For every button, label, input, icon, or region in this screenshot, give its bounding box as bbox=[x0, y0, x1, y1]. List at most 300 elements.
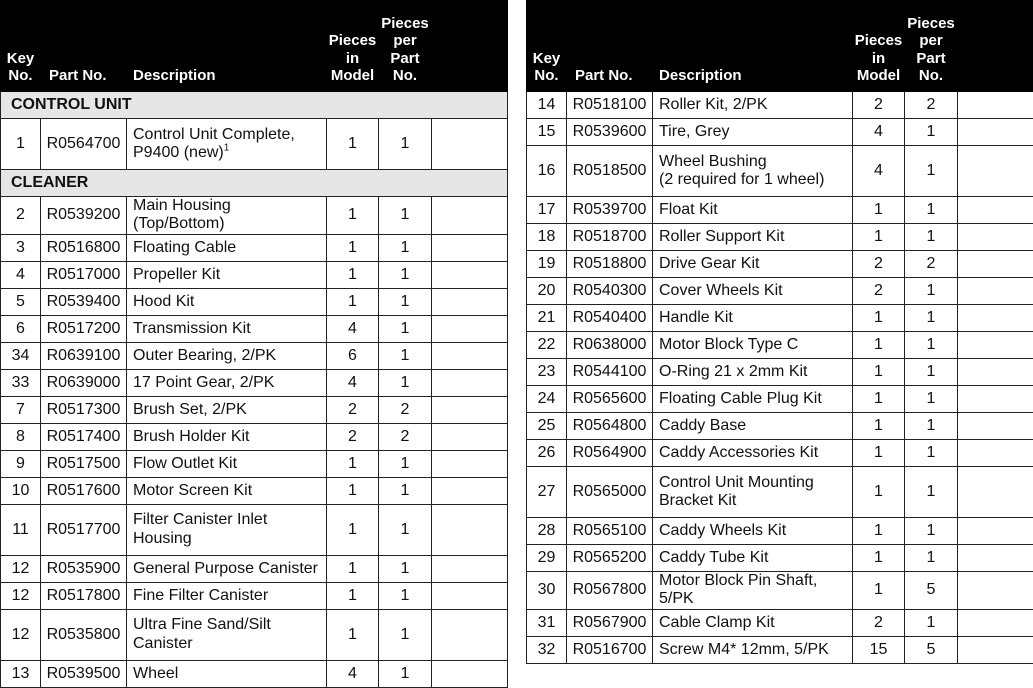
blank-cell bbox=[958, 119, 1033, 146]
description-cell bbox=[653, 413, 853, 440]
key-no-cell: 1 bbox=[1, 119, 41, 170]
description-cell bbox=[127, 261, 327, 288]
pieces-per-part-cell: 1 bbox=[379, 288, 432, 315]
part-no-cell: R0516700 bbox=[567, 636, 653, 663]
table-row bbox=[1, 197, 508, 235]
part-no-cell: R0535900 bbox=[41, 555, 127, 582]
part-no-cell: R0539700 bbox=[567, 197, 653, 224]
pieces-in-model-cell: 1 bbox=[853, 386, 905, 413]
pieces-in-model-cell: 1 bbox=[853, 359, 905, 386]
table-row bbox=[1, 423, 508, 450]
description-line: Filter Canister Inlet bbox=[133, 511, 326, 529]
key-no-cell: 14 bbox=[527, 92, 567, 119]
table-row bbox=[527, 609, 1033, 636]
pieces-per-part-cell: 1 bbox=[379, 555, 432, 582]
key-no-cell: 11 bbox=[1, 504, 41, 555]
pieces-in-model-cell: 1 bbox=[853, 518, 905, 545]
part-no-cell: R0517500 bbox=[41, 450, 127, 477]
part-no-cell: R0517200 bbox=[41, 315, 127, 342]
key-no-cell: 6 bbox=[1, 315, 41, 342]
description-line: Cover Wheels Kit bbox=[659, 282, 852, 300]
table-row bbox=[527, 305, 1033, 332]
blank-cell bbox=[958, 251, 1033, 278]
pieces-in-model-cell: 1 bbox=[327, 450, 379, 477]
description-cell bbox=[653, 359, 853, 386]
pieces-per-part-cell: 1 bbox=[905, 332, 958, 359]
description-cell bbox=[653, 609, 853, 636]
pieces-per-part-cell: 1 bbox=[905, 146, 958, 197]
description-line: Brush Set, 2/PK bbox=[133, 401, 326, 419]
table-row bbox=[527, 278, 1033, 305]
section-title: CLEANER bbox=[1, 170, 508, 197]
part-no-cell: R0539400 bbox=[41, 288, 127, 315]
part-no-cell: R0535800 bbox=[41, 609, 127, 660]
pieces-per-part-cell: 1 bbox=[379, 609, 432, 660]
blank-cell bbox=[958, 146, 1033, 197]
table-row bbox=[527, 440, 1033, 467]
footnote-marker: 1 bbox=[224, 143, 230, 154]
part-no-cell: R0517700 bbox=[41, 504, 127, 555]
description-line: Flow Outlet Kit bbox=[133, 455, 326, 473]
description-line: Canister bbox=[133, 635, 326, 653]
table-row bbox=[527, 197, 1033, 224]
part-no-cell: R0565600 bbox=[567, 386, 653, 413]
table-row bbox=[1, 504, 508, 555]
description-line: P9400 (new) bbox=[133, 144, 224, 161]
description-cell bbox=[127, 288, 327, 315]
blank-cell bbox=[958, 92, 1033, 119]
description-cell bbox=[653, 146, 853, 197]
part-no-cell: R0518700 bbox=[567, 224, 653, 251]
part-no-cell: R0518500 bbox=[567, 146, 653, 197]
description-cell bbox=[127, 423, 327, 450]
table-row bbox=[527, 413, 1033, 440]
table-row bbox=[1, 342, 508, 369]
part-no-cell: R0567900 bbox=[567, 609, 653, 636]
blank-cell bbox=[958, 359, 1033, 386]
description-line: Caddy Wheels Kit bbox=[659, 522, 852, 540]
pieces-in-model-cell: 1 bbox=[853, 545, 905, 572]
blank-cell bbox=[432, 261, 508, 288]
key-no-cell: 7 bbox=[1, 396, 41, 423]
description-line: Caddy Accessories Kit bbox=[659, 444, 852, 462]
part-no-cell: R0517800 bbox=[41, 582, 127, 609]
blank-cell bbox=[958, 197, 1033, 224]
blank-cell bbox=[958, 545, 1033, 572]
pieces-per-part-cell: 1 bbox=[905, 609, 958, 636]
description-cell bbox=[127, 197, 327, 235]
key-no-cell: 31 bbox=[527, 609, 567, 636]
pieces-in-model-cell: 2 bbox=[327, 396, 379, 423]
table-header bbox=[527, 1, 1033, 92]
parts-table-right bbox=[526, 0, 1033, 664]
pieces-per-part-cell: 1 bbox=[379, 197, 432, 235]
description-cell bbox=[653, 92, 853, 119]
key-no-cell: 10 bbox=[1, 477, 41, 504]
table-row bbox=[1, 234, 508, 261]
parts-table-left bbox=[0, 0, 508, 688]
description-cell bbox=[127, 582, 327, 609]
description-line: Control Unit Complete, bbox=[133, 126, 326, 144]
description-line: Control Unit Mounting bbox=[659, 474, 852, 492]
blank-cell bbox=[958, 572, 1033, 610]
table-row bbox=[527, 386, 1033, 413]
pieces-in-model-cell: 4 bbox=[853, 146, 905, 197]
description-line: Cable Clamp Kit bbox=[659, 614, 852, 632]
key-no-cell: 13 bbox=[1, 660, 41, 687]
key-no-cell: 12 bbox=[1, 582, 41, 609]
part-no-cell: R0539500 bbox=[41, 660, 127, 687]
description-line: Caddy Base bbox=[659, 417, 852, 435]
part-no-cell: R0639000 bbox=[41, 369, 127, 396]
pieces-per-part-cell: 1 bbox=[379, 261, 432, 288]
key-no-cell: 5 bbox=[1, 288, 41, 315]
part-no-cell: R0567800 bbox=[567, 572, 653, 610]
description-cell bbox=[653, 467, 853, 518]
header-part-no: Part No. bbox=[41, 1, 127, 92]
pieces-in-model-cell: 2 bbox=[327, 423, 379, 450]
table-row bbox=[1, 477, 508, 504]
pieces-in-model-cell: 2 bbox=[853, 251, 905, 278]
pieces-in-model-cell: 6 bbox=[327, 342, 379, 369]
pieces-per-part-cell: 1 bbox=[379, 315, 432, 342]
table-row bbox=[527, 332, 1033, 359]
part-no-cell: R0517400 bbox=[41, 423, 127, 450]
pieces-per-part-cell: 1 bbox=[379, 234, 432, 261]
blank-cell bbox=[432, 315, 508, 342]
description-line: Main Housing (Top/Bottom) bbox=[133, 197, 326, 234]
pieces-per-part-cell: 1 bbox=[905, 359, 958, 386]
key-no-cell: 20 bbox=[527, 278, 567, 305]
description-line: Brush Holder Kit bbox=[133, 428, 326, 446]
description-cell bbox=[653, 572, 853, 610]
pieces-in-model-cell: 1 bbox=[853, 467, 905, 518]
table-row bbox=[527, 119, 1033, 146]
pieces-per-part-cell: 1 bbox=[379, 477, 432, 504]
section-row bbox=[1, 170, 508, 197]
pieces-in-model-cell: 1 bbox=[853, 224, 905, 251]
key-no-cell: 32 bbox=[527, 636, 567, 663]
blank-cell bbox=[958, 278, 1033, 305]
key-no-cell: 21 bbox=[527, 305, 567, 332]
pieces-per-part-cell: 1 bbox=[905, 440, 958, 467]
part-no-cell: R0540300 bbox=[567, 278, 653, 305]
part-no-cell: R0544100 bbox=[567, 359, 653, 386]
description-line: Housing bbox=[133, 530, 326, 548]
description-cell bbox=[653, 278, 853, 305]
description-cell bbox=[127, 234, 327, 261]
pieces-per-part-cell: 2 bbox=[905, 92, 958, 119]
pieces-in-model-cell: 1 bbox=[327, 582, 379, 609]
description-cell bbox=[653, 305, 853, 332]
pieces-per-part-cell: 2 bbox=[379, 396, 432, 423]
blank-cell bbox=[432, 396, 508, 423]
blank-cell bbox=[432, 234, 508, 261]
description-cell bbox=[127, 342, 327, 369]
header-pieces-per-part: Pieces per Part No. bbox=[379, 1, 432, 92]
pieces-in-model-cell: 1 bbox=[853, 572, 905, 610]
key-no-cell: 17 bbox=[527, 197, 567, 224]
pieces-per-part-cell: 1 bbox=[905, 545, 958, 572]
key-no-cell: 2 bbox=[1, 197, 41, 235]
header-key-no: Key No. bbox=[1, 1, 41, 92]
part-no-cell: R0565000 bbox=[567, 467, 653, 518]
table-row bbox=[1, 288, 508, 315]
key-no-cell: 29 bbox=[527, 545, 567, 572]
key-no-cell: 19 bbox=[527, 251, 567, 278]
pieces-per-part-cell: 1 bbox=[905, 413, 958, 440]
key-no-cell: 23 bbox=[527, 359, 567, 386]
pieces-in-model-cell: 1 bbox=[327, 288, 379, 315]
description-cell bbox=[127, 555, 327, 582]
key-no-cell: 26 bbox=[527, 440, 567, 467]
blank-cell bbox=[958, 467, 1033, 518]
key-no-cell: 9 bbox=[1, 450, 41, 477]
pieces-in-model-cell: 1 bbox=[327, 504, 379, 555]
part-no-cell: R0539200 bbox=[41, 197, 127, 235]
description-cell bbox=[653, 224, 853, 251]
key-no-cell: 12 bbox=[1, 555, 41, 582]
pieces-in-model-cell: 2 bbox=[853, 278, 905, 305]
table-row bbox=[527, 251, 1033, 278]
part-no-cell: R0639100 bbox=[41, 342, 127, 369]
description-cell bbox=[127, 504, 327, 555]
part-no-cell: R0517600 bbox=[41, 477, 127, 504]
pieces-in-model-cell: 1 bbox=[327, 555, 379, 582]
header-description: Description bbox=[127, 1, 327, 92]
part-no-cell: R0518100 bbox=[567, 92, 653, 119]
pieces-per-part-cell: 1 bbox=[905, 197, 958, 224]
description-line: Wheel Bushing bbox=[659, 153, 852, 171]
section-row bbox=[1, 92, 508, 119]
part-no-cell: R0565100 bbox=[567, 518, 653, 545]
description-line: Propeller Kit bbox=[133, 266, 326, 284]
pieces-in-model-cell: 2 bbox=[853, 609, 905, 636]
blank-cell bbox=[958, 386, 1033, 413]
pieces-in-model-cell: 4 bbox=[327, 315, 379, 342]
table-body bbox=[1, 92, 508, 688]
table-row bbox=[1, 369, 508, 396]
table-row bbox=[527, 467, 1033, 518]
description-line: Tire, Grey bbox=[659, 123, 852, 141]
description-line: Screw M4* 12mm, 5/PK bbox=[659, 641, 852, 659]
key-no-cell: 27 bbox=[527, 467, 567, 518]
table-row bbox=[527, 224, 1033, 251]
pieces-per-part-cell: 2 bbox=[379, 423, 432, 450]
table-row bbox=[1, 450, 508, 477]
table-row bbox=[527, 572, 1033, 610]
pieces-per-part-cell: 1 bbox=[905, 224, 958, 251]
description-cell bbox=[653, 440, 853, 467]
blank-cell bbox=[958, 413, 1033, 440]
description-line: Transmission Kit bbox=[133, 320, 326, 338]
section-title: CONTROL UNIT bbox=[1, 92, 508, 119]
part-no-cell: R0539600 bbox=[567, 119, 653, 146]
description-cell bbox=[653, 119, 853, 146]
header-blank bbox=[958, 1, 1033, 92]
pieces-per-part-cell: 1 bbox=[905, 518, 958, 545]
description-line: Floating Cable bbox=[133, 239, 326, 257]
header-pieces-in-model: Pieces in Model bbox=[327, 1, 379, 92]
pieces-per-part-cell: 1 bbox=[379, 119, 432, 170]
blank-cell bbox=[432, 609, 508, 660]
description-line: (2 required for 1 wheel) bbox=[659, 171, 852, 189]
header-key-no: Key No. bbox=[527, 1, 567, 92]
pieces-in-model-cell: 4 bbox=[853, 119, 905, 146]
blank-cell bbox=[432, 450, 508, 477]
blank-cell bbox=[958, 518, 1033, 545]
description-cell bbox=[653, 197, 853, 224]
table-row bbox=[1, 555, 508, 582]
pieces-in-model-cell: 2 bbox=[853, 92, 905, 119]
pieces-per-part-cell: 5 bbox=[905, 636, 958, 663]
part-no-cell: R0517000 bbox=[41, 261, 127, 288]
blank-cell bbox=[432, 423, 508, 450]
description-line: Roller Kit, 2/PK bbox=[659, 96, 852, 114]
pieces-per-part-cell: 1 bbox=[905, 119, 958, 146]
description-cell bbox=[127, 609, 327, 660]
description-cell bbox=[653, 332, 853, 359]
table-row bbox=[527, 92, 1033, 119]
pieces-in-model-cell: 4 bbox=[327, 369, 379, 396]
table-row bbox=[1, 261, 508, 288]
description-cell bbox=[653, 636, 853, 663]
pieces-in-model-cell: 1 bbox=[853, 197, 905, 224]
table-row bbox=[1, 609, 508, 660]
description-line: Fine Filter Canister bbox=[133, 587, 326, 605]
key-no-cell: 15 bbox=[527, 119, 567, 146]
table-row bbox=[527, 545, 1033, 572]
description-line: Ultra Fine Sand/Silt bbox=[133, 616, 326, 634]
key-no-cell: 8 bbox=[1, 423, 41, 450]
table-row bbox=[527, 359, 1033, 386]
table-row bbox=[1, 315, 508, 342]
pieces-in-model-cell: 1 bbox=[327, 197, 379, 235]
blank-cell bbox=[432, 504, 508, 555]
key-no-cell: 16 bbox=[527, 146, 567, 197]
pieces-in-model-cell: 15 bbox=[853, 636, 905, 663]
header-description: Description bbox=[653, 1, 853, 92]
pieces-per-part-cell: 1 bbox=[905, 305, 958, 332]
part-no-cell: R0638000 bbox=[567, 332, 653, 359]
blank-cell bbox=[958, 440, 1033, 467]
part-no-cell: R0540400 bbox=[567, 305, 653, 332]
pieces-in-model-cell: 1 bbox=[853, 413, 905, 440]
description-line: 17 Point Gear, 2/PK bbox=[133, 374, 326, 392]
key-no-cell: 18 bbox=[527, 224, 567, 251]
description-cell bbox=[127, 450, 327, 477]
pieces-in-model-cell: 1 bbox=[327, 477, 379, 504]
table-row bbox=[527, 518, 1033, 545]
pieces-per-part-cell: 1 bbox=[905, 278, 958, 305]
key-no-cell: 30 bbox=[527, 572, 567, 610]
part-no-cell: R0564800 bbox=[567, 413, 653, 440]
key-no-cell: 22 bbox=[527, 332, 567, 359]
table-row bbox=[527, 146, 1033, 197]
pieces-per-part-cell: 1 bbox=[379, 450, 432, 477]
table-row bbox=[1, 119, 508, 170]
part-no-cell: R0565200 bbox=[567, 545, 653, 572]
description-line: Drive Gear Kit bbox=[659, 255, 852, 273]
description-cell bbox=[653, 386, 853, 413]
header-row bbox=[1, 1, 508, 92]
description-line: Roller Support Kit bbox=[659, 228, 852, 246]
description-cell bbox=[653, 545, 853, 572]
part-no-cell: R0517300 bbox=[41, 396, 127, 423]
pieces-per-part-cell: 5 bbox=[905, 572, 958, 610]
part-no-cell: R0564700 bbox=[41, 119, 127, 170]
description-cell bbox=[653, 518, 853, 545]
blank-cell bbox=[958, 305, 1033, 332]
description-line: O-Ring 21 x 2mm Kit bbox=[659, 363, 852, 381]
blank-cell bbox=[432, 369, 508, 396]
description-line: Wheel bbox=[133, 665, 326, 683]
part-no-cell: R0564900 bbox=[567, 440, 653, 467]
pieces-in-model-cell: 1 bbox=[327, 234, 379, 261]
description-line: Motor Block Type C bbox=[659, 336, 852, 354]
pieces-in-model-cell: 1 bbox=[853, 305, 905, 332]
key-no-cell: 25 bbox=[527, 413, 567, 440]
pieces-per-part-cell: 1 bbox=[379, 660, 432, 687]
header-pieces-in-model: Pieces in Model bbox=[853, 1, 905, 92]
blank-cell bbox=[432, 555, 508, 582]
key-no-cell: 4 bbox=[1, 261, 41, 288]
header-pieces-per-part: Pieces per Part No. bbox=[905, 1, 958, 92]
description-line: Floating Cable Plug Kit bbox=[659, 390, 852, 408]
description-cell bbox=[127, 369, 327, 396]
header-blank bbox=[432, 1, 508, 92]
table-row bbox=[527, 636, 1033, 663]
header-part-no: Part No. bbox=[567, 1, 653, 92]
blank-cell bbox=[958, 224, 1033, 251]
pieces-in-model-cell: 1 bbox=[327, 119, 379, 170]
pieces-per-part-cell: 2 bbox=[905, 251, 958, 278]
key-no-cell: 33 bbox=[1, 369, 41, 396]
table-body bbox=[527, 92, 1033, 664]
part-no-cell: R0518800 bbox=[567, 251, 653, 278]
blank-cell bbox=[958, 609, 1033, 636]
description-line: Motor Block Pin Shaft, 5/PK bbox=[659, 572, 852, 609]
pieces-in-model-cell: 1 bbox=[853, 332, 905, 359]
pieces-per-part-cell: 1 bbox=[905, 467, 958, 518]
description-line: Handle Kit bbox=[659, 309, 852, 327]
key-no-cell: 24 bbox=[527, 386, 567, 413]
pieces-per-part-cell: 1 bbox=[379, 342, 432, 369]
key-no-cell: 28 bbox=[527, 518, 567, 545]
description-line: Float Kit bbox=[659, 201, 852, 219]
description-cell bbox=[127, 315, 327, 342]
description-line: Caddy Tube Kit bbox=[659, 549, 852, 567]
description-line: Outer Bearing, 2/PK bbox=[133, 347, 326, 365]
blank-cell bbox=[432, 477, 508, 504]
description-line: General Purpose Canister bbox=[133, 560, 326, 578]
blank-cell bbox=[432, 288, 508, 315]
description-cell bbox=[653, 251, 853, 278]
description-cell bbox=[127, 477, 327, 504]
blank-cell bbox=[432, 197, 508, 235]
pieces-per-part-cell: 1 bbox=[379, 504, 432, 555]
pieces-per-part-cell: 1 bbox=[905, 386, 958, 413]
pieces-per-part-cell: 1 bbox=[379, 582, 432, 609]
pieces-in-model-cell: 1 bbox=[327, 261, 379, 288]
description-line: Bracket Kit bbox=[659, 492, 852, 510]
description-line: Motor Screen Kit bbox=[133, 482, 326, 500]
blank-cell bbox=[958, 636, 1033, 663]
blank-cell bbox=[432, 342, 508, 369]
pieces-in-model-cell: 1 bbox=[853, 440, 905, 467]
header-row bbox=[527, 1, 1033, 92]
pieces-in-model-cell: 1 bbox=[327, 609, 379, 660]
